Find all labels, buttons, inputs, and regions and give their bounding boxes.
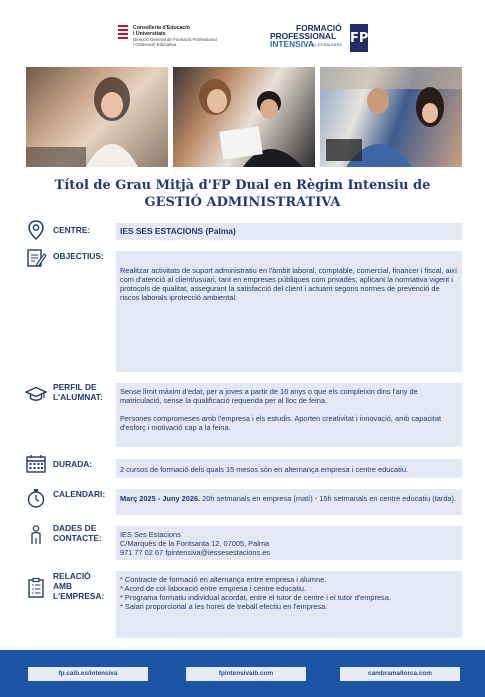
fp-logo-line2: PROFESSIONAL (270, 31, 337, 41)
contacte-text-box (116, 526, 462, 560)
contact-address: C/Marquès de la Fontsanta 12, 07005, Palma (120, 539, 270, 548)
perfil-text-1: Sense límit màxim d'edat, per a joves a partir de 16 anys o que els compleixin dins l'any de matriculació, sense la qualificació requerida per al lloc de feina. (120, 387, 418, 405)
fp-intensiva-logo (268, 24, 370, 54)
relacio-item: * Salari proporcional a les hores de treball efectiu en l'empresa. (120, 602, 328, 611)
objectius-text-box (116, 251, 462, 372)
relacio-label-line2: AMB (53, 581, 73, 591)
photo-student-classroom (26, 67, 168, 167)
clipboard-list-icon (25, 577, 47, 599)
calendar-icon (25, 453, 47, 475)
perfil-text-box (116, 383, 462, 447)
contacte-label-line2: CONTACTE: (53, 533, 102, 543)
contact-phone-email: 971 77 02 67 fpintensiva@iessesestacions.es (120, 548, 271, 557)
relacio-item: * Acord de col·laboració entre empresa i centre educatiu. (120, 584, 307, 593)
government-emblem-icon (118, 25, 128, 41)
relacio-label-line1: RELACIÓ (53, 571, 91, 581)
footer (0, 650, 485, 697)
course-title-line1: Títol de Grau Mitjà d'FP Dual en Règim Intensiu de (54, 178, 431, 193)
course-title-line2: GESTIÓ ADMINISTRATIVA (144, 195, 341, 210)
contact-center-name: IES Ses Estacions (120, 530, 181, 539)
graduation-cap-icon (25, 383, 47, 405)
photo-teacher-computer (320, 67, 462, 167)
calendari-dates: Març 2025 - Juny 2026. (120, 494, 201, 503)
durada-text: 2 cursos de formació dels quals 15 mesos són en alternança empresa i centre educatiu. (116, 459, 462, 478)
stopwatch-icon (25, 487, 47, 509)
durada-label: DURADA: (53, 459, 93, 469)
govt-dept-line1: Direcció General de Formació Professional (133, 37, 217, 42)
govt-name-line1: Conselleria d'Educació (133, 25, 190, 31)
document-pencil-icon (25, 247, 47, 269)
contacte-label (53, 523, 102, 543)
relacio-item: * Programa formatiu individual acordat, entre el tutor de centre i el tutor d'empresa. (120, 593, 391, 602)
calendari-hours: 20h setmanals en empresa (matí) - 15h setmanals en centre educatiu (tarda). (200, 494, 457, 503)
government-logo-block (118, 25, 217, 47)
perfil-text-2: Persones compromeses amb l'empresa i els estudis. Aporten creativitat i innovació, amb capacitat d'esforç i motivació cap a la feina. (120, 414, 442, 432)
contacte-label-line1: DADES DE (53, 523, 97, 533)
govt-name-line2: i Universitats (133, 31, 166, 37)
centre-label: CENTRE: (53, 225, 91, 235)
relacio-text-box (116, 571, 462, 638)
calendari-text-box (116, 489, 462, 515)
objectius-label: OBJECTIUS: (53, 251, 104, 261)
govt-dept-line2: i Ordenació Educativa (133, 42, 176, 47)
course-title (0, 177, 485, 211)
fp-mark-icon: FP (350, 24, 368, 52)
footer-link-fp-caib[interactable]: fp.caib.es/intensiva (28, 667, 148, 681)
fp-logo-line1: FORMACIÓ (296, 23, 342, 33)
location-pin-icon (25, 219, 47, 241)
centre-value: IES SES ESTACIONS (Palma) (116, 223, 462, 240)
fp-logo-line4: ILLES BALEARS (312, 43, 342, 47)
photo-students-reading (173, 67, 315, 167)
relacio-label-line3: L'EMPRESA: (53, 591, 105, 601)
relacio-item: * Contracte de formació en alternança entre empresa i alumne. (120, 575, 327, 584)
photo-strip (26, 67, 462, 167)
footer-link-cambramallorca[interactable]: cambramallorca.com (340, 667, 460, 681)
fp-logo-line3: INTENSIVA (270, 39, 315, 49)
person-icon (25, 524, 47, 546)
header (0, 0, 485, 66)
calendari-label: CALENDARI: (53, 489, 106, 499)
footer-link-fpintensivaib[interactable]: fpintensivaib.com (186, 667, 306, 681)
perfil-label-line1: PERFIL DE (53, 382, 97, 392)
objectius-text: Realitzar activitats de suport administratiu en l'àmbit laboral, comptable, comercial, financer i fiscal, així com d'atenció al client/usuari, tant en empreses públiques com privades, aplicant la normativa vigent i protocols de qualitat, assegurant la satisfacció del client i actuant segons normes de prevenció de riscos laborals iprotecció ambiental. (120, 266, 458, 302)
perfil-label (53, 382, 103, 402)
relacio-label (53, 571, 104, 601)
perfil-label-line2: L'ALUMNAT: (53, 392, 103, 402)
